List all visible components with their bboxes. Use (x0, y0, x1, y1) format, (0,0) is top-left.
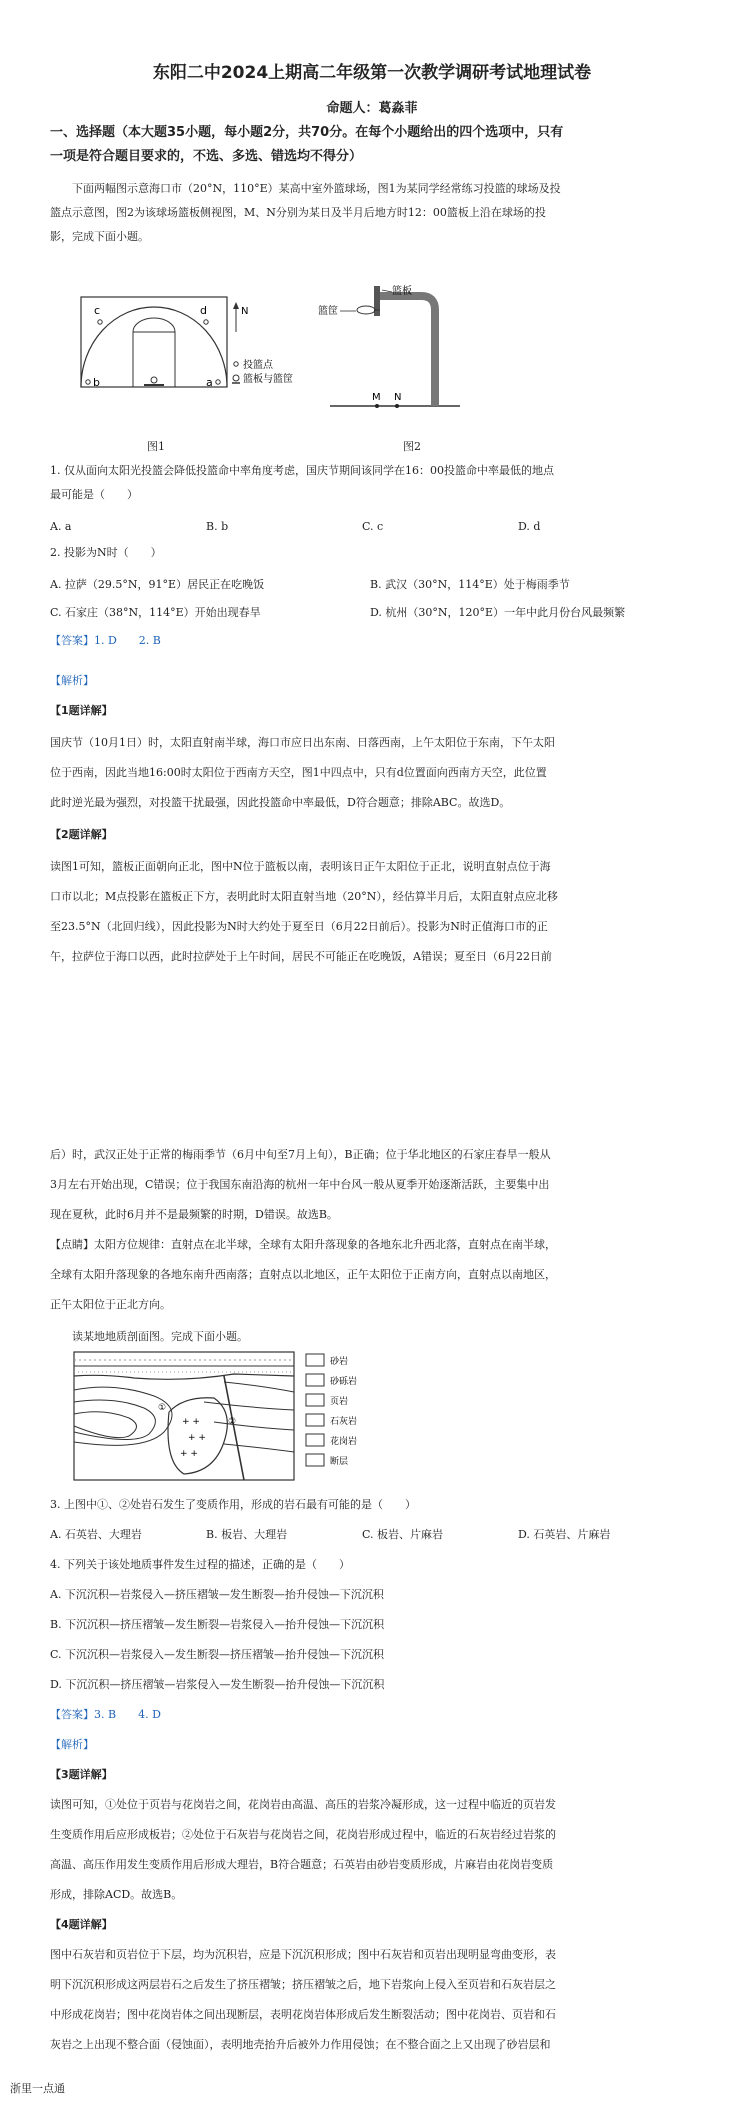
legend-shale: 页岩 (330, 1397, 349, 1407)
detail-3-line: 读图可知，①处位于页岩与花岗岩之间，花岗岩由高温、高压的岩浆冷凝形成，这一过程中临近的页岩发 (50, 1798, 556, 1811)
page-title: 东阳二中2024上期高二年级第一次教学调研考试地理试卷 (152, 63, 592, 83)
q4-option-d: D. 下沉沉积—挤压褶皱—岩浆侵入—发生断裂—抬升侵蚀—下沉沉积 (50, 1678, 385, 1691)
north-label: N (241, 306, 249, 317)
detail-2-line: 后）时，武汉正处于正常的梅雨季节（6月中旬至7月上旬），B正确；位于华北地区的石家庄春旱一般从 (50, 1148, 551, 1161)
answer-1: 【答案】1. D 2. B (50, 634, 161, 647)
detail-1-title: 【1题详解】 (50, 704, 113, 717)
board-label: 篮板 (392, 286, 412, 297)
section-heading-cont: 一项是符合题目要求的，不选、多选、错选均不得分） (50, 149, 363, 164)
legend-board-label: 篮板与篮筐 (243, 374, 293, 385)
legend-sandstone: 砂岩 (330, 1357, 349, 1367)
hoop-label: 篮筐 (318, 306, 338, 317)
svg-text:+ +: + + (188, 1433, 206, 1443)
detail-4-line: 灰岩之上出现不整合面（侵蚀面），表明地壳抬升后被外力作用侵蚀；在不整合面之上又出现了砂岩层和 (50, 2038, 551, 2051)
q2-option-a: A. 拉萨（29.5°N，91°E）居民正在吃晚饭 (50, 578, 265, 591)
q3-option-b: B. 板岩、大理岩 (206, 1528, 288, 1541)
q3-option-c: C. 板岩、片麻岩 (362, 1528, 444, 1541)
q4-option-a: A. 下沉沉积—岩浆侵入—挤压褶皱—发生断裂—抬升侵蚀—下沉沉积 (50, 1588, 384, 1601)
legend-granite: 花岗岩 (330, 1437, 358, 1447)
detail-2-line: 口市以北；M点投影在篮板正下方，表明此时太阳直射当地（20°N），经估算半月后，太阳直射点应北移 (50, 890, 558, 903)
geologic-cross-section (74, 1352, 374, 1482)
detail-3-line: 形成，排除ACD。故选B。 (50, 1888, 183, 1901)
q1-option-a: A. a (50, 520, 72, 533)
detail-4-line: 中形成花岗岩；图中花岗岩体之间出现断层，表明花岗岩体形成后发生断裂活动；图中花岗岩、页岩和石 (50, 2008, 556, 2021)
svg-text:+ +: + + (182, 1417, 200, 1427)
svg-text:②: ② (228, 1417, 237, 1427)
question-1-stem: 最可能是（ ） (50, 488, 138, 501)
figure-2-caption: 图2 (403, 440, 421, 453)
m-label: M (372, 392, 381, 403)
n-label: N (394, 392, 402, 403)
detail-4-title: 【4题详解】 (50, 1918, 113, 1931)
svg-text:①: ① (158, 1403, 167, 1413)
point-label: d (200, 304, 207, 317)
q3-option-d: D. 石英岩、片麻岩 (518, 1528, 611, 1541)
point-label: c (94, 304, 101, 317)
footer-watermark: 浙里一点通 (10, 2082, 65, 2095)
question-2-stem: 2. 投影为N时（ ） (50, 546, 162, 559)
figure-2-backboard-side-view (300, 284, 500, 414)
intro-text: 下面两幅图示意海口市（20°N，110°E）某高中室外篮球场，图1为某同学经常练习投篮的球场及投 (72, 182, 561, 195)
q2-option-d: D. 杭州（30°N，120°E）一年中此月份台风最频繁 (370, 606, 626, 619)
question-4-stem: 4. 下列关于该处地质事件发生过程的描述，正确的是（ ） (50, 1558, 350, 1571)
figure-1-caption: 图1 (147, 440, 165, 453)
question-3-stem: 3. 上图中①、②处岩石发生了变质作用，形成的岩石最有可能的是（ ） (50, 1498, 416, 1511)
q4-option-c: C. 下沉沉积—岩浆侵入—发生断裂—挤压褶皱—抬升侵蚀—下沉沉积 (50, 1648, 385, 1661)
detail-2-line: 午，拉萨位于海口以西，此时拉萨处于上午时间，居民不可能正在吃晚饭，A错误；夏至日（6月22日前 (50, 950, 552, 963)
detail-2-line: 至23.5°N（北回归线），因此投影为N时大约处于夏至日（6月22日前后）。投影为N时正值海口市的正 (50, 920, 548, 933)
detail-1-line: 此时逆光最为强烈，对投篮干扰最强，因此投篮命中率最低，D符合题意；排除ABC。故选D。 (50, 796, 511, 809)
tip-line: 全球有太阳升落现象的各地东南升西南落；直射点以北地区，正午太阳位于正南方向，直射点以南地区， (50, 1268, 556, 1281)
detail-1-line: 国庆节（10月1日）时，太阳直射南半球，海口市应日出东南、日落西南，上午太阳位于东南，下午太阳 (50, 736, 555, 749)
detail-2-line: 现在夏秋，此时6月并不是最频繁的时期，D错误。故选B。 (50, 1208, 338, 1221)
q4-option-b: B. 下沉沉积—挤压褶皱—发生断裂—岩浆侵入—抬升侵蚀—下沉沉积 (50, 1618, 385, 1631)
detail-2-line: 读图1可知，篮板正面朝向正北，图中N位于篮板以南，表明该日正午太阳位于正北，说明直射点位于海 (50, 860, 551, 873)
detail-3-line: 高温、高压作用发生变质作用后形成大理岩，B符合题意；石英岩由砂岩变质形成，片麻岩由花岗岩变质 (50, 1858, 554, 1871)
intro-text: 篮点示意图，图2为该球场篮板侧视图，M、N分别为某日及半月后地方时12：00篮板上沿在球场的投 (50, 206, 546, 219)
q2-option-c: C. 石家庄（38°N，114°E）开始出现春旱 (50, 606, 261, 619)
detail-3-title: 【3题详解】 (50, 1768, 113, 1781)
analysis-label: 【解析】 (50, 674, 94, 687)
answer-2: 【答案】3. B 4. D (50, 1708, 161, 1721)
question-1-stem: 1. 仅从面向太阳光投篮会降低投篮命中率角度考虑，国庆节期间该同学在16：00投篮命中率最低的地点 (50, 464, 554, 477)
detail-3-line: 生变质作用后应形成板岩；②处位于石灰岩与花岗岩之间，花岗岩形成过程中，临近的石灰岩经过岩浆的 (50, 1828, 556, 1841)
q1-option-d: D. d (518, 520, 541, 533)
tip-line: 正午太阳位于正北方向。 (50, 1298, 171, 1311)
q3-option-a: A. 石英岩、大理岩 (50, 1528, 142, 1541)
north-arrow-icon (233, 302, 239, 309)
q1-option-b: B. b (206, 520, 229, 533)
figure-1-court-diagram (78, 292, 293, 412)
detail-2-line: 3月左右开始出现，C错误；位于我国东南沿海的杭州一年中台风一般从夏季开始逐渐活跃，主要集中出 (50, 1178, 550, 1191)
detail-2-title: 【2题详解】 (50, 828, 113, 841)
intro-text: 影，完成下面小题。 (50, 230, 149, 243)
svg-text:+ +: + + (180, 1449, 198, 1459)
point-label: b (93, 376, 100, 389)
author-line: 命题人：葛淼菲 (326, 101, 418, 116)
tip-line: 【点睛】太阳方位规律：直射点在北半球，全球有太阳升落现象的各地东北升西北落，直射点在南半球， (50, 1238, 556, 1251)
q2-option-b: B. 武汉（30°N，114°E）处于梅雨季节 (370, 578, 570, 591)
legend-conglomerate: 砂砾岩 (330, 1377, 358, 1387)
detail-4-line: 明下沉沉积形成这两层岩石之后发生了挤压褶皱；挤压褶皱之后，地下岩浆向上侵入至页岩和石灰岩层之 (50, 1978, 556, 1991)
analysis-label-2: 【解析】 (50, 1738, 94, 1751)
legend-fault: 断层 (330, 1457, 349, 1467)
q1-option-c: C. c (362, 520, 384, 533)
legend-point-label: 投篮点 (243, 360, 273, 371)
section-heading: 一、选择题（本大题35小题，每小题2分，共70分。在每个小题给出的四个选项中，只有 (50, 125, 564, 140)
detail-4-line: 图中石灰岩和页岩位于下层，均为沉积岩，应是下沉沉积形成；图中石灰岩和页岩出现明显弯曲变形，表 (50, 1948, 556, 1961)
detail-1-line: 位于西南，因此当地16:00时太阳位于西南方天空，图1中四点中，只有d位置面向西南方天空，此位置 (50, 766, 547, 779)
legend-limestone: 石灰岩 (330, 1417, 358, 1427)
point-label: a (206, 376, 213, 389)
intro-2: 读某地地质剖面图。完成下面小题。 (72, 1330, 248, 1343)
